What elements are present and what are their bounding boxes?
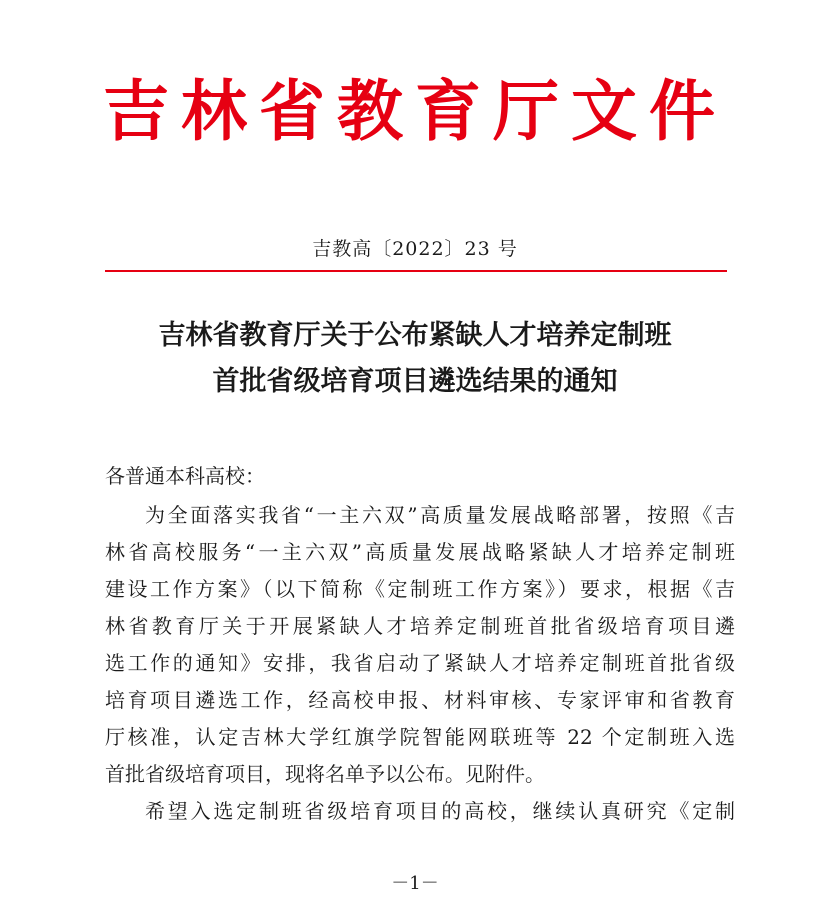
paragraph-line: 林省高校服务“一主六双”高质量发展战略紧缺人才培养定制班	[105, 540, 735, 564]
page-number: －1－	[391, 873, 439, 894]
document-header-title: 吉林省教育厅文件	[103, 73, 727, 150]
paragraph-line: 厅核准，认定吉林大学红旗学院智能网联班等 22 个定制班入选	[105, 725, 735, 749]
body-text	[105, 497, 735, 830]
paragraph-line: 建设工作方案》（以下简称《定制班工作方案》）要求，根据《吉	[105, 577, 735, 601]
notice-title	[80, 313, 750, 405]
paragraph-line: 首批省级培育项目，现将名单予以公布。见附件。	[105, 762, 545, 786]
paragraph-line: 为全面落实我省“一主六双”高质量发展战略部署，按照《吉	[145, 503, 735, 527]
red-divider-line	[105, 270, 727, 272]
paragraph-line: 培育项目遴选工作，经高校申报、材料审核、专家评审和省教育	[105, 688, 735, 712]
paragraph-line: 林省教育厅关于开展紧缺人才培养定制班首批省级培育项目遴	[105, 614, 735, 638]
salutation: 各普通本科高校：	[105, 464, 265, 488]
paragraph-line: 希望入选定制班省级培育项目的高校，继续认真研究《定制	[145, 799, 735, 823]
paragraph-line: 选工作的通知》安排，我省启动了紧缺人才培养定制班首批省级	[105, 651, 735, 675]
notice-title-line: 吉林省教育厅关于公布紧缺人才培养定制班	[158, 320, 672, 351]
notice-title-line: 首批省级培育项目遴选结果的通知	[212, 366, 618, 397]
document-number: 吉教高〔2022〕23 号	[312, 238, 518, 260]
